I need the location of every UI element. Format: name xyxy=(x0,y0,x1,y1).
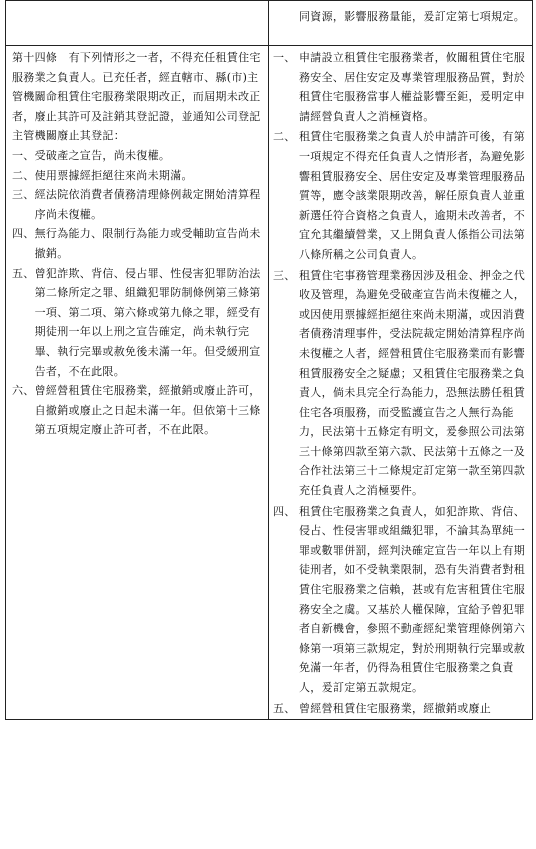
item-text: 租賃住宅服務業之負責人，如犯詐欺、背信、侵占、性侵害罪或組織犯罪，不論其為單純一罪或數罪併罰，經判決確定宣告一年以上有期徒刑者，如不受執業限制，恐有失消費者對租賃住宅服務業之信賴，甚或有危害租賃住宅服務安全之虞。又基於人權保障，宜給予曾犯罪者自新機會，參照不動產經紀業管理條例第六條第一項第三款規定，對於刑期執行完畢或赦免滿一年者，仍得為租賃住宅服務業之負責人，爰訂定第五款規定。 xyxy=(299,504,525,694)
item-text: 受破產之宣告，尚未復權。 xyxy=(34,148,171,162)
table-row xyxy=(6,46,533,720)
list-item xyxy=(273,502,528,698)
list-item xyxy=(273,127,528,264)
item-number: 五、 xyxy=(273,701,296,715)
article-cell xyxy=(6,46,269,720)
item-number: 四、 xyxy=(12,227,35,241)
article-body: 有下列情形之一者，不得充任租賃住宅服務業之負責人。已充任者，經直轄市、縣(市)主管機關命租賃住宅服務業限期改正，而屆期未改正者，廢止其許可及註銷其登記證，並通知公司登記主管機關廢止其登記： xyxy=(12,51,261,143)
article-heading: 第十四條 xyxy=(12,51,58,64)
item-number: 二、 xyxy=(273,130,296,144)
continuation-cell xyxy=(269,1,533,46)
item-text: 租賃住宅服務業之負責人於申請許可後，有第一項規定不得充任負責人之情形者，為避免影響租賃服務安全、居住安定及專業管理服務品質等，應令該業限期改善，解任原負責人並重新選任符合資格之負責人，逾期未改善者，不宜允其繼續營業，又上開負責人係指公司法第八條所稱之公司負責人。 xyxy=(299,130,525,261)
list-item xyxy=(273,266,528,501)
comparison-table xyxy=(5,0,533,720)
table-row xyxy=(6,1,533,46)
item-text: 使用票據經拒絕往來尚未期滿。 xyxy=(34,168,193,182)
item-text: 曾經營租賃住宅服務業，經撤銷或廢止許可，自撤銷或廢止之日起未滿一年。但依第十三條第五項規定廢止許可者，不在此限。 xyxy=(34,384,261,437)
list-item xyxy=(273,699,528,719)
list-item xyxy=(273,48,528,126)
explanation-cell xyxy=(269,46,533,720)
list-item xyxy=(12,166,262,186)
item-text: 租賃住宅事務管理業務因涉及租金、押金之代收及管理，為避免受破產宣告尚未復權之人，或因使用票據經拒絕往來尚未期滿，或因消費者債務清理事件，受法院裁定開始清算程序尚未復權之人者，經營租賃住宅服務業而有影響租賃服務安全之疑慮；又租賃住宅服務業之負責人，倘未具完全行為能力，恐無法勝任租賃住宅各項服務，而受監護宣告之人無行為能力，民法第十五條定有明文，爰參照公司法第三十條第四款至第六款、民法第十五條之一及合作社法第三十二條規定訂定第一款至第四款充任負責人之消極要件。 xyxy=(299,268,525,498)
item-number: 一、 xyxy=(273,51,296,64)
item-text: 申請設立租賃住宅服務業者，攸關租賃住宅服務安全、居住安定及專業管理服務品質，對於租賃住宅服務當事人權益影響至鉅，爰明定申請經營負責人之消極資格。 xyxy=(299,51,525,123)
item-text: 曾犯詐欺、背信、侵占罪、性侵害犯罪防治法第二條所定之罪、組織犯罪防制條例第三條第一項、第二項、第六條或第九條之罪，經受有期徒刑一年以上刑之宣告確定，尚未執行完畢、執行完畢或赦免後未滿一年。但受緩刑宣告者，不在此限。 xyxy=(34,266,261,378)
empty-cell xyxy=(6,1,269,46)
list-item xyxy=(12,146,262,166)
list-item xyxy=(12,264,262,382)
continuation-text: 同資源，影響服務量能，爰訂定第七項規定。 xyxy=(299,10,525,23)
item-number: 六、 xyxy=(12,384,35,398)
item-number: 三、 xyxy=(273,268,296,282)
list-item xyxy=(12,381,262,440)
article-paragraph xyxy=(12,48,262,146)
item-number: 二、 xyxy=(12,168,35,182)
item-text: 曾經營租賃住宅服務業，經撤銷或廢止 xyxy=(299,701,492,715)
list-item xyxy=(12,185,262,224)
article-items xyxy=(12,146,262,440)
explanation-items xyxy=(269,46,532,718)
item-number: 一、 xyxy=(12,148,35,162)
list-item xyxy=(12,224,262,263)
item-text: 無行為能力、限制行為能力或受輔助宣告尚未撤銷。 xyxy=(34,227,261,260)
item-number: 三、 xyxy=(12,188,35,202)
item-text: 經法院依消費者債務清理條例裁定開始清算程序尚未復權。 xyxy=(34,188,261,221)
item-number: 四、 xyxy=(273,504,296,518)
item-number: 五、 xyxy=(12,266,35,280)
